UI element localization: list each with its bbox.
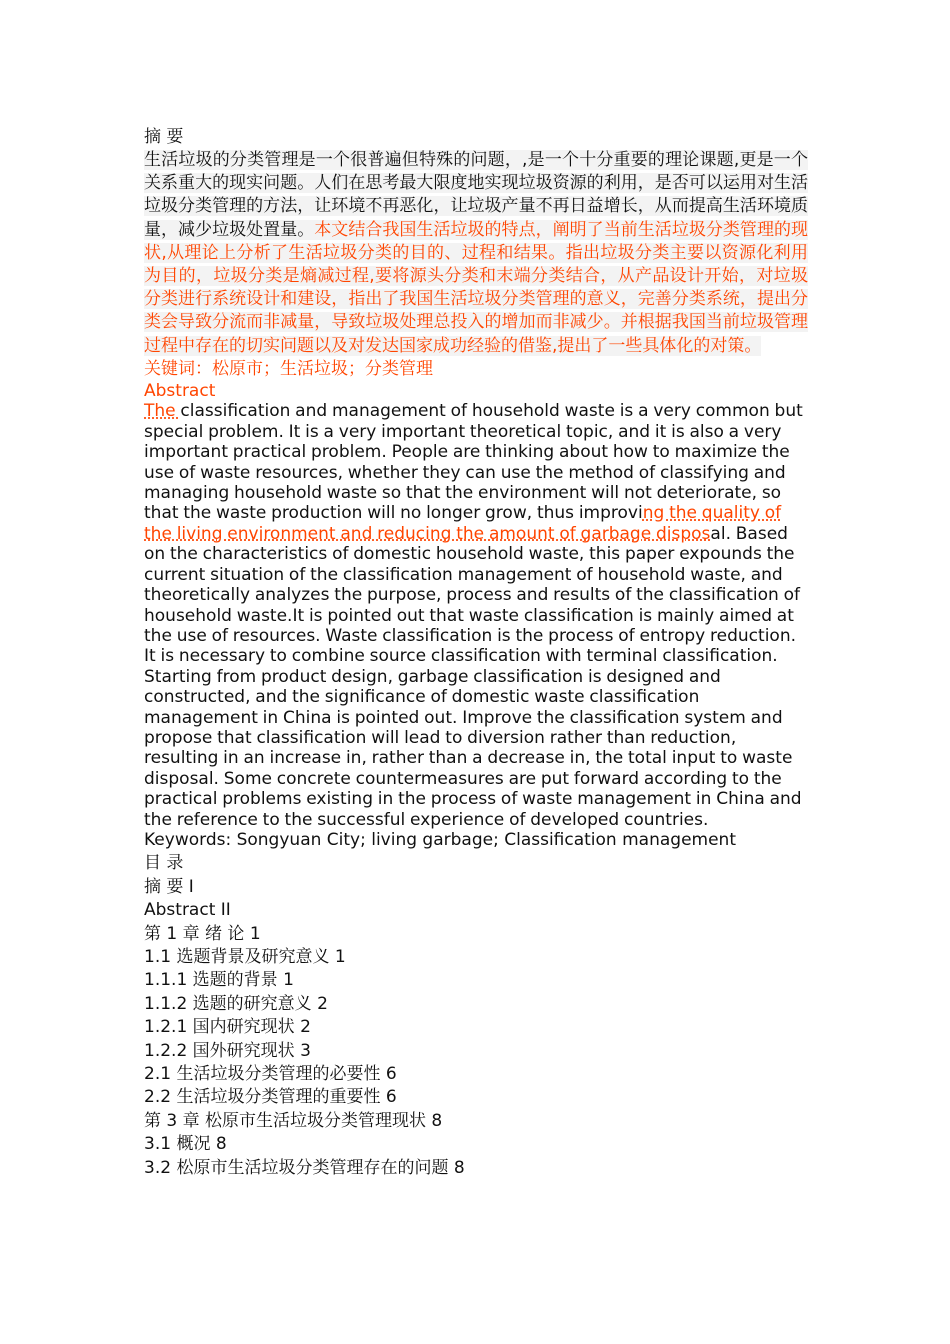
document-page	[144, 126, 808, 1180]
toc-item[interactable]: 2.2 生活垃圾分类管理的重要性 6	[144, 1087, 397, 1108]
toc-item[interactable]: 3.2 松原市生活垃圾分类管理存在的问题 8	[144, 1157, 465, 1178]
toc-item[interactable]: 1.1.2 选题的研究意义 2	[144, 993, 328, 1014]
toc-list	[144, 876, 808, 1180]
toc-item[interactable]: 摘 要 I	[144, 876, 194, 897]
abstract-en-keywords: Keywords: Songyuan City; living garbage; Classification management	[144, 829, 736, 850]
abstract-cn-text-red: 本文结合我国生活垃圾的特点，阐明了当前生活垃圾分类管理的现状,从理论上分析了生活垃圾分类的目的、过程和结果。指出垃圾分类主要以资源化利用为目的，垃圾分类是熵减过程,要将源头分类和末端分类结合，从产品设计开始，对垃圾分类进行系统设计和建设，指出了我国生活垃圾分类管理的意义，完善分类系统，提出分类会导致分流而非减量，导致垃圾处理总投入的增加而非减少。并根据我国当前垃圾管理过程中存在的切实问题以及对发达国家成功经验的借鉴,提出了一些具体化的对策。	[144, 219, 809, 356]
toc-item[interactable]: 第 3 章 松原市生活垃圾分类管理现状 8	[144, 1110, 443, 1131]
toc-item[interactable]: 3.1 概况 8	[144, 1134, 227, 1155]
toc-item[interactable]: 1.1.1 选题的背景 1	[144, 970, 294, 991]
abstract-en-text-red: ng the quality of the living environment and reducing the amount of garbage dispos	[144, 503, 782, 544]
toc-heading: 目 录	[144, 853, 184, 874]
abstract-en-text-2: al. Based on the characteristics of domestic household waste, this paper expounds the current situation of the classification management of household waste, and theoretically analyzes the purpose, process and results of the classification of household waste.It is pointed out that waste classification is mainly aimed at the use of resources. Waste classification is the process of entropy reduction. It is necessary to combine source classification with terminal classification. Starting from product design, garbage classification is designed and constructed, and the significance of domestic waste classification management in China is pointed out. Improve the classification system and propose that classification will lead to diversion rather than reduction, resulting in an increase in, rather than a decrease in, the total input to waste disposal. Some concrete countermeasures are put forward according to the practical problems existing in the process of waste management in China and the reference to the successful experience of developed countries.	[144, 523, 802, 830]
toc-item[interactable]: 2.1 生活垃圾分类管理的必要性 6	[144, 1064, 397, 1085]
abstract-cn-keywords: 关键词：松原市；生活垃圾；分类管理	[144, 358, 433, 379]
toc-item[interactable]: 1.1 选题背景及研究意义 1	[144, 947, 346, 967]
abstract-en-paragraph	[144, 401, 808, 830]
toc-item[interactable]: 1.2.1 国内研究现状 2	[144, 1017, 311, 1038]
abstract-cn-heading: 摘 要	[144, 127, 184, 147]
abstract-cn-text-black: 生活垃圾的分类管理是一个很普遍但特殊的问题，,是一个十分重要的理论课题,更是一个关系重大的现实问题。人们在思考最大限度地实现垃圾资源的利用，是否可以运用对生活垃圾分类管理的方法，让环境不再恶化，让垃圾产量不再日益增长，从而提高生活环境质量，减少垃圾处置量。	[144, 150, 808, 240]
toc-item[interactable]: 第 1 章 绪 论 1	[144, 923, 261, 944]
abstract-en-text-1: classification and management of household waste is a very common but special problem. It is a very important theoretical topic, and it is also a very important practical problem. People are thinking about how to maximize the use of waste resources, whether they can use the method of classifying and managing household waste so that the environment will not deteriorate, so that the waste production will no longer grow, thus improvi	[144, 401, 803, 524]
abstract-cn-paragraph	[144, 149, 808, 358]
toc-item[interactable]: 1.2.2 国外研究现状 3	[144, 1040, 311, 1061]
abstract-en-lead-red: The	[144, 401, 181, 422]
toc-item[interactable]: Abstract II	[144, 900, 231, 921]
abstract-en-heading: Abstract	[144, 381, 216, 402]
